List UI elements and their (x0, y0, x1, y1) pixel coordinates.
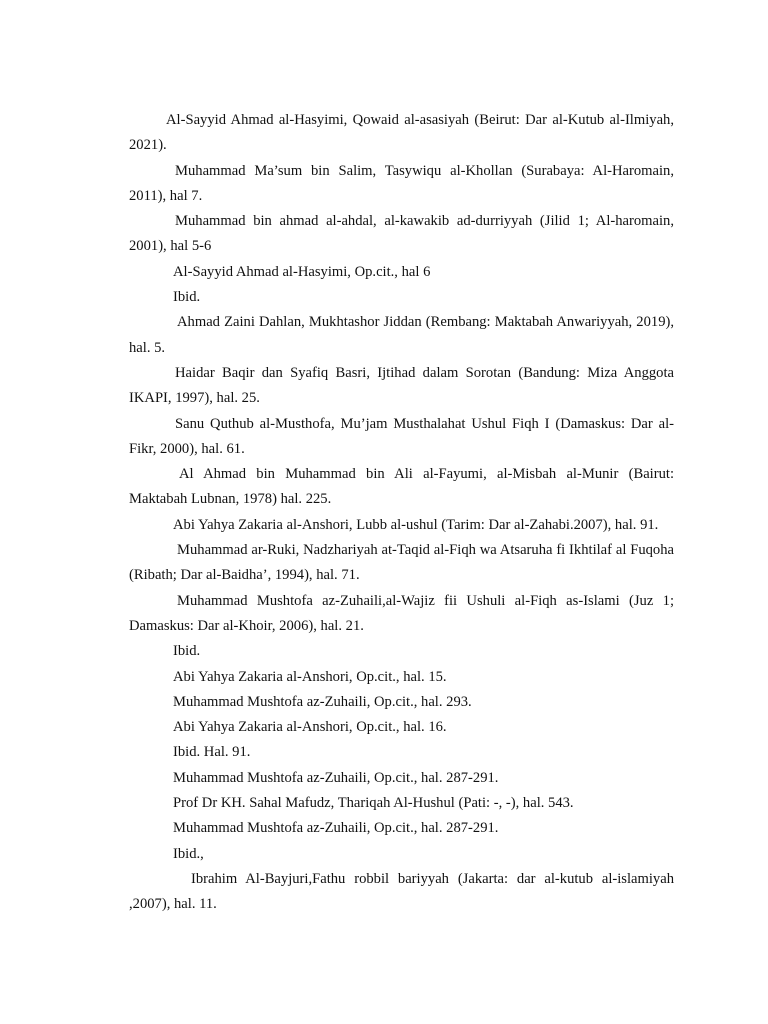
footnote-entry: Ibid. (173, 643, 201, 660)
footnote-entry: Ibid. Hal. 91. (173, 744, 251, 761)
footnote-entry: Abi Yahya Zakaria al-Anshori, Lubb al-ushul (Tarim: Dar al-Zahabi.2007), hal. 91. (173, 516, 659, 533)
footnote-entry: Sanu Quthub al-Musthofa, Mu’jam Musthalahat Ushul Fiqh I (Damaskus: Dar al-Fikr, 2000), hal. 61. (129, 415, 674, 457)
footnote-entry: Muhammad ar-Ruki, Nadzhariyah at-Taqid al-Fiqh wa Atsaruha fi Ikhtilaf al Fuqoha (Ribath; Dar al-Baidha’, 1994), hal. 71. (129, 542, 674, 584)
footnote-entry: Ahmad Zaini Dahlan, Mukhtashor Jiddan (Rembang: Maktabah Anwariyyah, 2019), hal. 5. (129, 314, 674, 356)
footnote-entry: Al Ahmad bin Muhammad bin Ali al-Fayumi, al-Misbah al-Munir (Bairut: Maktabah Lubnan, 1978) hal. 225. (129, 466, 674, 508)
footnote-entry: Al-Sayyid Ahmad al-Hasyimi, Op.cit., hal 6 (173, 263, 431, 280)
footnote-entry: Muhammad Mushtofa az-Zuhaili, Op.cit., hal. 287-291. (173, 769, 499, 786)
footnote-entry: Muhammad bin ahmad al-ahdal, al-kawakib ad-durriyyah (Jilid 1; Al-haromain, 2001), hal 5-6 (129, 213, 674, 255)
footnote-entry: Haidar Baqir dan Syafiq Basri, Ijtihad dalam Sorotan (Bandung: Miza Anggota IKAPI, 1997), hal. 25. (129, 364, 674, 407)
footnote-entry: Muhammad Mushtofa az-Zuhaili, Op.cit., hal. 287-291. (173, 820, 499, 837)
footnote-list (129, 108, 674, 918)
footnote-entry: Ibid. (173, 289, 201, 306)
footnote-entry: Prof Dr KH. Sahal Mafudz, Thariqah Al-Hushul (Pati: -, -), hal. 543. (173, 795, 574, 812)
footnote-entry: Ibid., (173, 845, 204, 862)
footnote-entry: Abi Yahya Zakaria al-Anshori, Op.cit., hal. 16. (173, 719, 447, 736)
footnote-entry: Muhammad Mushtofa az-Zuhaili, Op.cit., hal. 293. (173, 693, 472, 710)
footnote-entry: Muhammad Mushtofa az-Zuhaili,al-Wajiz fii Ushuli al-Fiqh as-Islami (Juz 1; Damaskus: Dar al-Khoir, 2006), hal. 21. (129, 592, 674, 634)
footnote-entry: Ibrahim Al-Bayjuri,Fathu robbil bariyyah (Jakarta: dar al-kutub al-islamiyah ,2007), hal. 11. (129, 870, 674, 913)
footnote-entry: Abi Yahya Zakaria al-Anshori, Op.cit., hal. 15. (173, 668, 447, 685)
footnote-entry: Muhammad Ma’sum bin Salim, Tasywiqu al-Khollan (Surabaya: Al-Haromain, 2011), hal 7. (129, 162, 674, 204)
footnote-entry: Al-Sayyid Ahmad al-Hasyimi, Qowaid al-asasiyah (Beirut: Dar al-Kutub al-Ilmiyah, 2021). (129, 112, 674, 154)
